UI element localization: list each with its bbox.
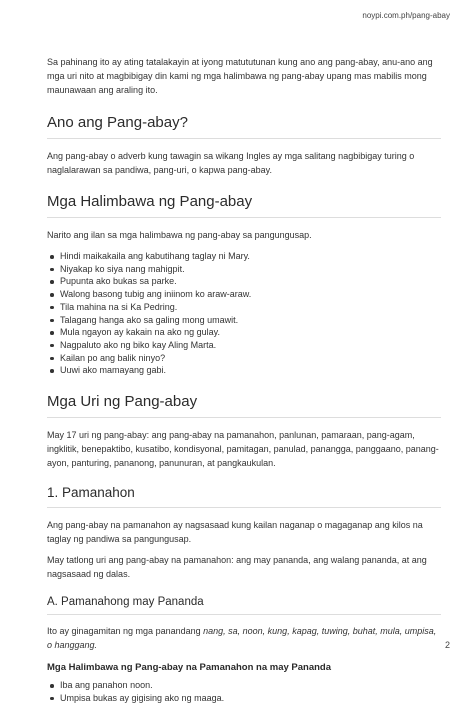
examples-list	[47, 250, 441, 377]
definition-paragraph: Ang pang-abay o adverb kung tawagin sa wikang Ingles ay mga salitang nagbibigay turing o naglalarawan sa pandiwa, pang-uri, o kapwa pang-abay.	[47, 151, 415, 175]
examples-intro: Narito ang ilan sa mga halimbawa ng pang-abay sa pangungusap.	[47, 230, 312, 240]
list-item: Kailan po ang balik ninyo?	[60, 352, 441, 365]
list-item: Tila mahina na si Ka Pedring.	[60, 301, 441, 314]
list-item: Niyakap ko siya nang mahigpit.	[60, 263, 441, 276]
list-item: Walong basong tubig ang iniinom ko araw-araw.	[60, 288, 441, 301]
page-url: noypi.com.ph/pang-abay	[362, 11, 450, 20]
subheading-halimbawa-pamanahon: Mga Halimbawa ng Pang-abay na Pamanahon na may Pananda	[47, 662, 332, 674]
heading-mga-halimbawa: Mga Halimbawa ng Pang-abay	[47, 192, 441, 218]
heading-pamanahong-may-pananda: A. Pamanahong may Pananda	[47, 594, 441, 615]
intro-paragraph: Sa pahinang ito ay ating tatalakayin at iyong matututunan kung ano ang pang-abay, anu-ano ang mga uri nito at magbibigay din kami ng mga halimbawa ng pang-abay upang mas mabilis mong maunawaan ang araling ito.	[47, 57, 433, 95]
list-item: Nagpaluto ako ng biko kay Aling Marta.	[60, 339, 441, 352]
pamanahon-paragraph-1: Ang pang-abay na pamanahon ay nagsasaad kung kailan naganap o magaganap ang kilos na taglay ng pandiwa sa pangungusap.	[47, 520, 423, 545]
article-content	[47, 55, 441, 704]
list-item: Iba ang panahon noon.	[60, 679, 441, 692]
pananda-text: Ito ay ginagamitan ng mga panandang	[47, 626, 204, 637]
list-item: Mula ngayon ay kakain na ako ng gulay.	[60, 326, 441, 339]
list-item: Pupunta ako bukas sa parke.	[60, 275, 441, 288]
page-number: 2	[444, 640, 450, 650]
types-paragraph: May 17 uri ng pang-abay: ang pang-abay na pamanahon, panlunan, pamaraan, pang-agam, ingklitik, benepaktibo, kusatibo, kondisyonal, pamitagan, panulad, panangga, panggaano, panang-ayon, panturing, pananong, panunuran, at pangkaukulan.	[47, 430, 439, 469]
list-item: Umpisa bukas ay gigising ako ng maaga.	[60, 692, 441, 704]
pamanahon-examples-list	[47, 679, 441, 704]
heading-mga-uri: Mga Uri ng Pang-abay	[47, 392, 441, 418]
list-item: Hindi maikakaila ang kabutihang taglay ni Mary.	[60, 250, 441, 263]
list-item: Talagang hanga ako sa galing mong umawit.	[60, 314, 441, 327]
heading-ano-ang-pang-abay: Ano ang Pang-abay?	[47, 113, 441, 139]
pananda-markers: nang, sa, noon, kung, kapag, tuwing, buhat, mula, umpisa, o hanggang.	[47, 626, 437, 651]
pamanahon-paragraph-2: May tatlong uri ang pang-abay na pamanahon: ang may pananda, ang walang pananda, at ang nagsasaad ng dalas.	[47, 555, 427, 580]
list-item: Uuwi ako mamayang gabi.	[60, 364, 441, 377]
pananda-paragraph	[47, 624, 441, 652]
heading-pamanahon: 1. Pamanahon	[47, 484, 441, 508]
